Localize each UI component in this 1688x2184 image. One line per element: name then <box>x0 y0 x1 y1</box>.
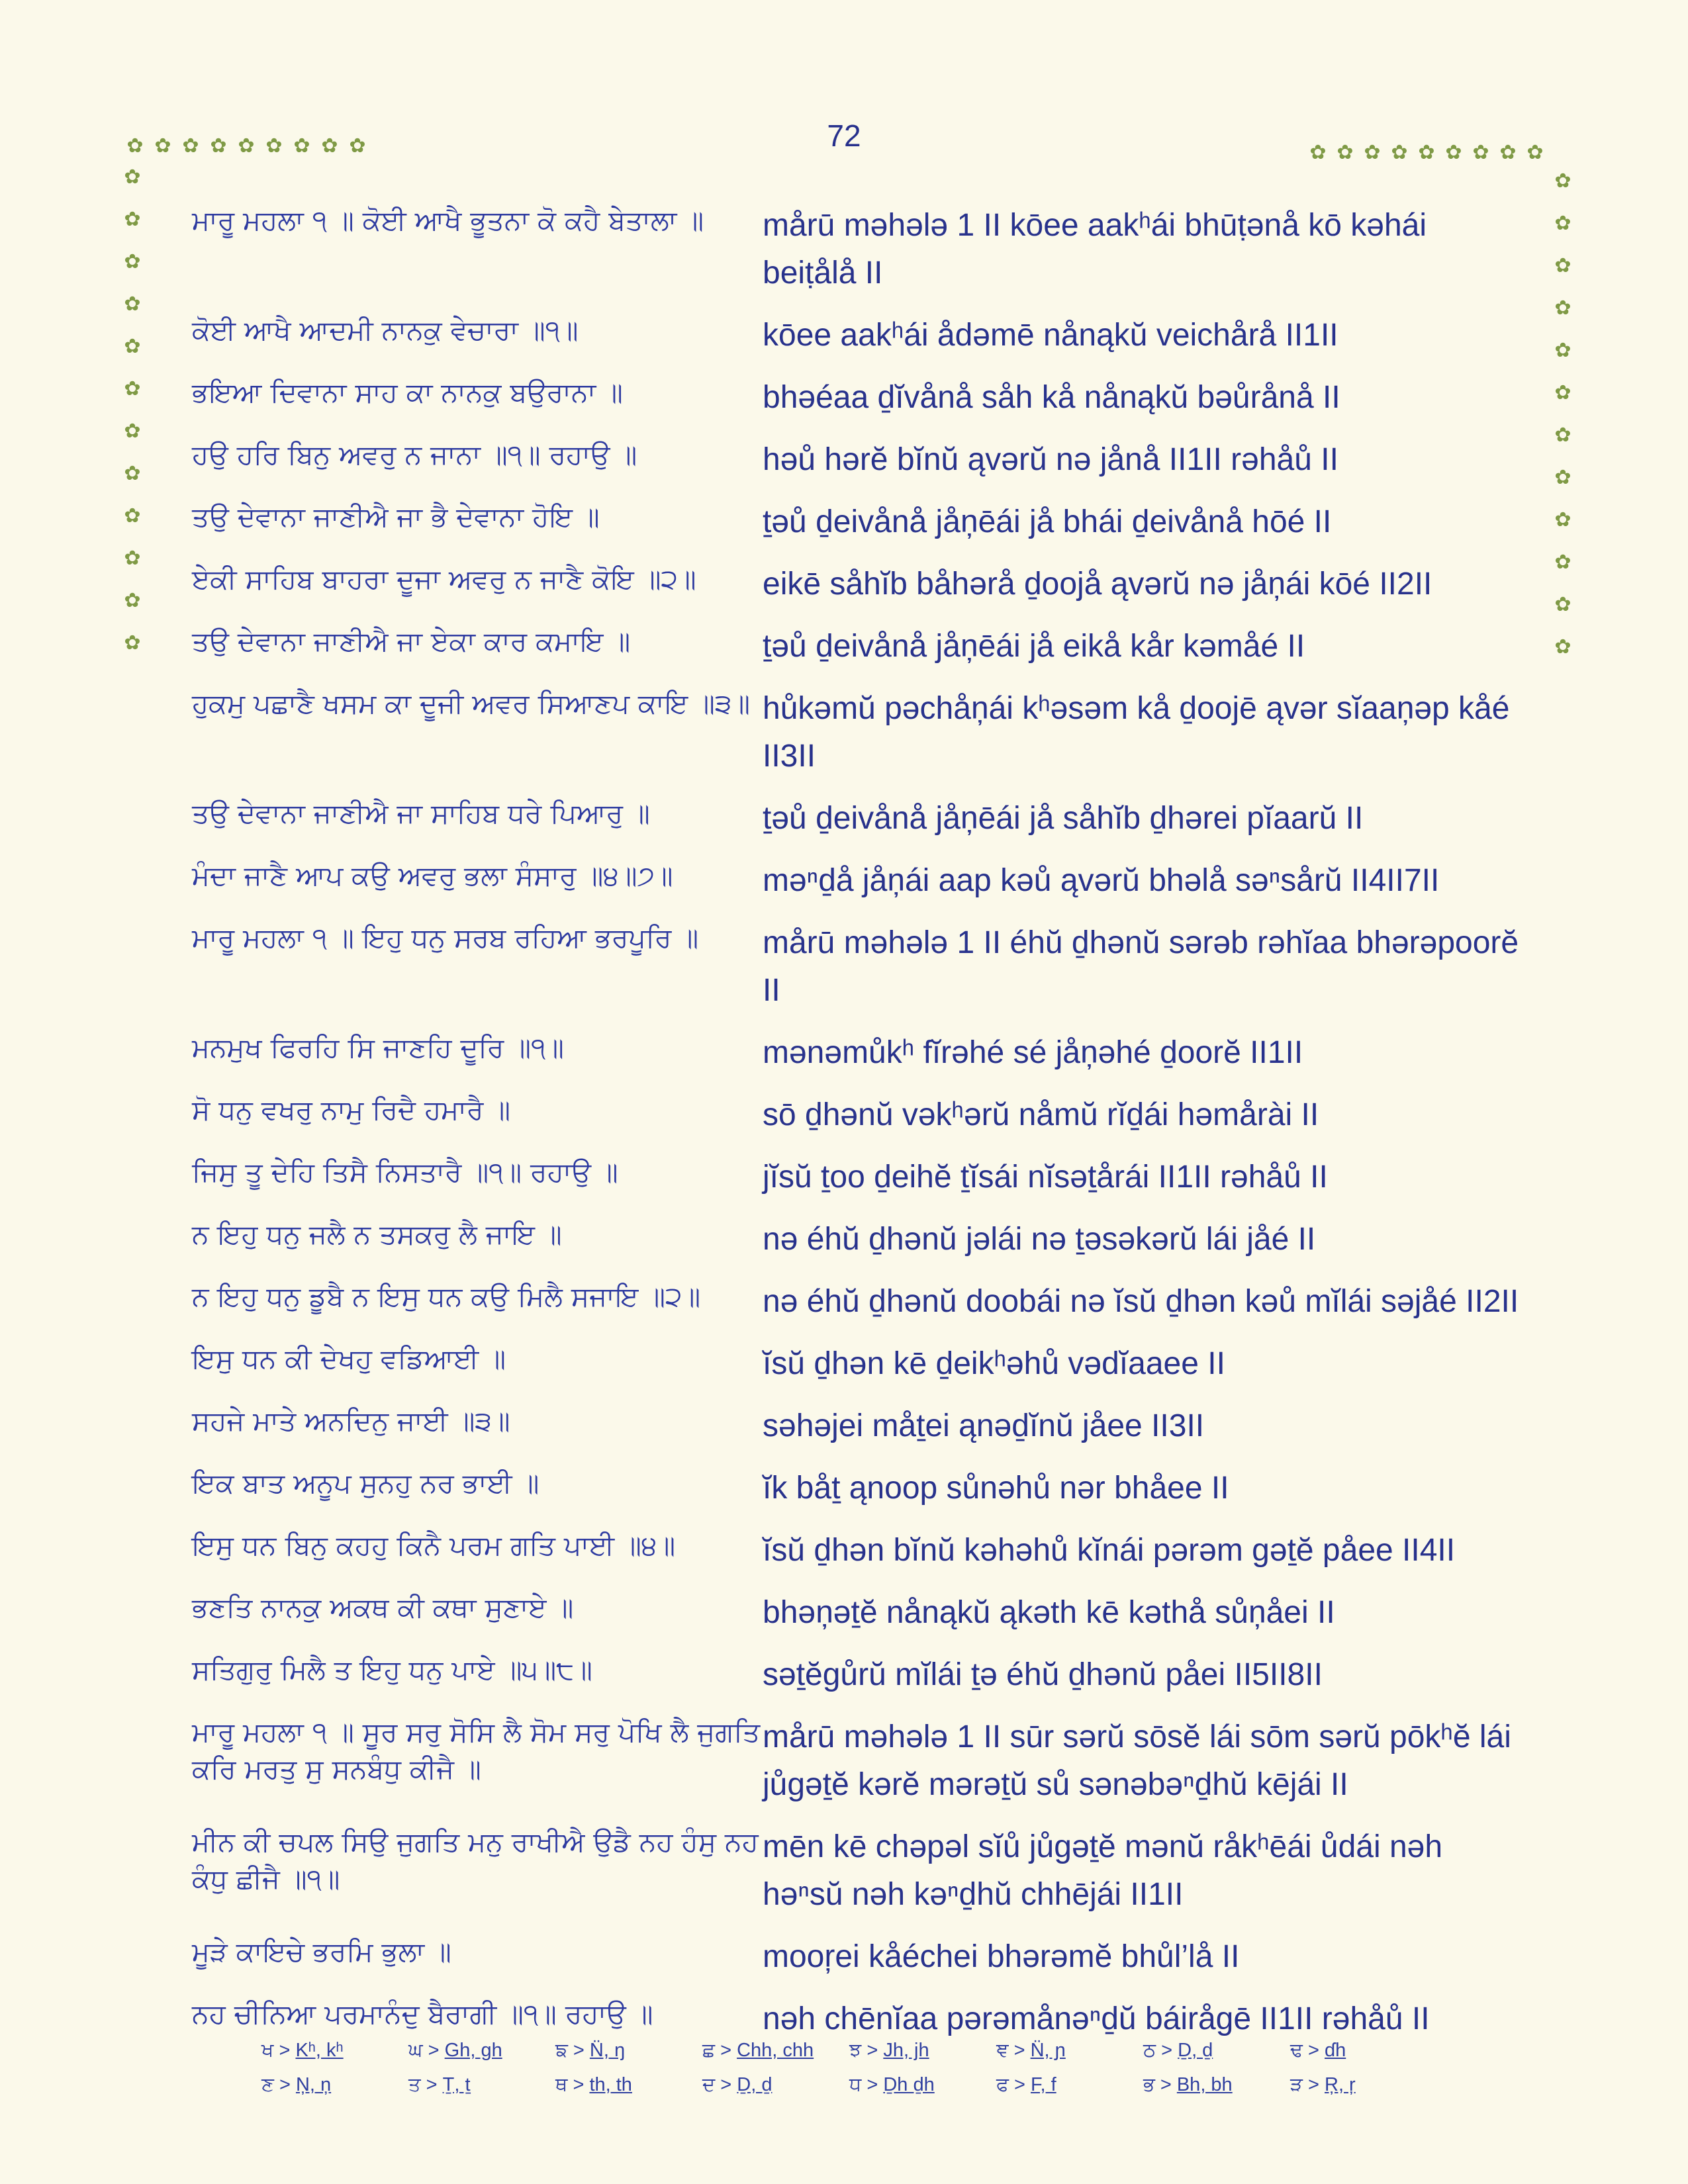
legend-entry <box>702 2038 849 2073</box>
gurmukhi-line: ਜਿਸੁ ਤੂ ਦੇਹਿ ਤਿਸੈ ਨਿਸਤਾਰੈ ॥੧॥ ਰਹਾਉ ॥ <box>192 1156 618 1188</box>
verse-row <box>192 1651 1549 1699</box>
flower-icon: ✿ <box>124 377 141 400</box>
legend-roman: Gh, gh <box>444 2040 502 2061</box>
legend-entry <box>1290 2038 1437 2073</box>
gurmukhi-line: ਮਾਰੂ ਮਹਲਾ ੧ ॥ ਸੂਰ ਸਰੁ ਸੋਸਿ ਲੈ ਸੋਮ ਸਰੁ ਪੋਖਿ ਲੈ ਜੁਗਤਿ ਕਰਿ ਮਰਤੁ ਸੁ ਸਨਬੰਧੁ ਕੀਜੈ ॥ <box>192 1716 761 1785</box>
verse-row <box>192 1154 1549 1201</box>
legend-row <box>261 2038 1453 2073</box>
gurmukhi-line: ਭਣਤਿ ਨਾਨਕੁ ਅਕਥ ਕੀ ਕਥਾ ਸੁਣਾਏ ॥ <box>192 1592 574 1623</box>
legend-glyph: ਭ <box>1143 2073 1155 2095</box>
gurmukhi-line: ਮੂੜੇ ਕਾਇਚੇ ਭਰਮਿ ਭੁਲਾ ॥ <box>192 1936 451 1968</box>
gurmukhi-line: ਮੰਦਾ ਜਾਣੈ ਆਪ ਕਉ ਅਵਰੁ ਭਲਾ ਸੰਸਾਰੁ ॥੪॥੭॥ <box>192 860 673 891</box>
gurmukhi-line: ਸਤਿਗੁਰੁ ਮਿਲੈ ਤ ਇਹੁ ਧਨੁ ਪਾਏ ॥੫॥੮॥ <box>192 1654 592 1686</box>
flower-icon: ✿ <box>1554 466 1571 489</box>
flower-icon: ✿ <box>1554 635 1571 659</box>
legend-arrow: > <box>1013 2040 1025 2061</box>
verse-row <box>192 1933 1549 1981</box>
verse-row <box>192 1527 1549 1574</box>
legend-roman: Ņ, ņ <box>295 2074 332 2095</box>
flower-icon: ✿ <box>1554 169 1571 193</box>
legend-arrow: > <box>1161 2040 1173 2061</box>
legend-roman: Jh, jh <box>883 2040 929 2061</box>
legend-roman: Ŗ, ŗ <box>1325 2074 1356 2095</box>
verse-row <box>192 1340 1549 1388</box>
flower-icon: ✿ <box>124 335 141 358</box>
transliteration-line: məⁿḏå jåņái aap kəů ąvərŭ bhəlå səⁿsårŭ II4II7II <box>763 863 1440 898</box>
flower-icon: ✿ <box>1554 296 1571 320</box>
flower-icon: ✿ <box>1445 141 1462 164</box>
legend-entry <box>408 2038 555 2073</box>
verse-row <box>192 374 1549 422</box>
transliteration-line: nə éhŭ ḏhənŭ doobái nə ĭsŭ ḏhən kəů mĭlái səjåé II2II <box>763 1284 1519 1319</box>
legend-entry <box>261 2073 408 2107</box>
gurmukhi-line: ਤਉ ਦੇਵਾਨਾ ਜਾਣੀਐ ਜਾ ਏਕਾ ਕਾਰ ਕਮਾਇ ॥ <box>192 625 631 657</box>
legend-glyph: ੜ <box>1290 2073 1303 2095</box>
legend-entry <box>555 2038 702 2073</box>
transliteration-line: mēn kē chəpəl sĭů jůgəṯĕ mənŭ råkʰēái ůdái nəh həⁿsŭ nəh kəⁿḏhŭ chhējái II1II <box>763 1829 1443 1912</box>
legend-roman: Chh, chh <box>737 2040 814 2061</box>
legend-arrow: > <box>1014 2074 1025 2095</box>
legend-entry <box>702 2073 849 2107</box>
transliteration-line: mårū məhələ 1 II sūr sərŭ sōsĕ lái sōm sərŭ pōkʰĕ lái jůgəṯĕ kərĕ mərəṯŭ sů sənəbəⁿḏhŭ kējái II <box>763 1719 1511 1802</box>
flower-icon: ✿ <box>154 134 171 158</box>
gurmukhi-line: ਤਉ ਦੇਵਾਨਾ ਜਾਣੀਐ ਜਾ ਭੈ ਦੇਵਾਨਾ ਹੋਇ ॥ <box>192 501 600 533</box>
flower-icon: ✿ <box>124 165 141 189</box>
verse-row <box>192 1278 1549 1326</box>
gurmukhi-line: ਭਇਆ ਦਿਵਾਨਾ ਸਾਹ ਕਾ ਨਾਨਕੁ ਬਉਰਾਨਾ ॥ <box>192 377 623 408</box>
gurmukhi-line: ਕੋਈ ਆਖੈ ਆਦਮੀ ਨਾਨਕੁ ਵੇਚਾਰਾ ॥੧॥ <box>192 314 579 346</box>
legend-glyph: ਤ <box>408 2073 421 2095</box>
legend-entry <box>1290 2073 1437 2107</box>
transliteration-line: ṯəů ḏeivånå jåņēái jå eikå kår kəmåé II <box>763 629 1305 664</box>
gurmukhi-line: ਇਸੁ ਧਨ ਕੀ ਦੇਖਹੁ ਵਡਿਆਈ ॥ <box>192 1343 506 1375</box>
flower-icon: ✿ <box>124 462 141 485</box>
legend-arrow: > <box>867 2074 878 2095</box>
verse-row <box>192 1995 1549 2043</box>
legend-arrow: > <box>573 2074 585 2095</box>
legend-entry <box>261 2038 408 2073</box>
transliteration-line: ĭk båṯ ąnoop sůnəhů nər bhåee II <box>763 1471 1229 1506</box>
legend-glyph: ਙ <box>555 2038 568 2061</box>
verse-row <box>192 919 1549 1015</box>
gurmukhi-line: ਨਹ ਚੀਨਿਆ ਪਰਮਾਨੰਦੁ ਬੈਰਾਗੀ ॥੧॥ ਰਹਾਉ ॥ <box>192 1998 653 2030</box>
verse-row <box>192 436 1549 484</box>
legend-arrow: > <box>1160 2074 1172 2095</box>
flower-icon: ✿ <box>124 631 141 655</box>
flower-icon: ✿ <box>210 134 227 158</box>
gurmukhi-line: ਸੋ ਧਨੁ ਵਖਰੁ ਨਾਮੁ ਰਿਦੈ ਹਮਾਰੈ ॥ <box>192 1094 511 1126</box>
verse-row <box>192 1402 1549 1450</box>
gurmukhi-line: ਹੁਕਮੁ ਪਛਾਣੈ ਖਸਮ ਕਾ ਦੂਜੀ ਅਵਰ ਸਿਆਣਪ ਕਾਇ ॥੩॥ <box>192 688 751 719</box>
transliteration-line: kōee aakʰái ådəmē nånąkŭ veichårå II1II <box>763 318 1338 353</box>
legend-roman: Ḏ, ḏ <box>737 2074 773 2095</box>
gurmukhi-line: ਏਕੀ ਸਾਹਿਬ ਬਾਹਰਾ ਦੂਜਾ ਅਵਰੁ ਨ ਜਾਣੈ ਕੋਇ ॥੨॥ <box>192 563 696 595</box>
flower-icon: ✿ <box>1364 141 1381 164</box>
gurmukhi-line: ਮਾਰੂ ਮਹਲਾ ੧ ॥ ਕੋਈ ਆਖੈ ਭੂਤਨਾ ਕੋ ਕਹੈ ਬੇਤਾਲਾ ॥ <box>192 205 704 236</box>
verse-row <box>192 1029 1549 1077</box>
flower-icon: ✿ <box>1554 381 1571 404</box>
flower-icon: ✿ <box>293 134 310 158</box>
flower-icon: ✿ <box>1472 141 1489 164</box>
flower-icon: ✿ <box>124 250 141 273</box>
transliteration-line: səhəjei måṯei ąnəḏĭnŭ jåee II3II <box>763 1408 1205 1443</box>
legend-arrow: > <box>279 2040 291 2061</box>
transliteration-line: sō ḏhənŭ vəkʰərŭ nåmŭ rĭḏái həmårài II <box>763 1097 1319 1132</box>
legend-arrow: > <box>720 2074 732 2095</box>
gurmukhi-line: ਹਉ ਹਰਿ ਬਿਨੁ ਅਵਰੁ ਨ ਜਾਨਾ ॥੧॥ ਰਹਾਉ ॥ <box>192 439 637 471</box>
transliteration-line: ṯəů ḏeivånå jåņēái jå bhái ḏeivånå hōé II <box>763 504 1332 539</box>
transliteration-line: mənəmůkʰ fĭrəhé sé jåņəhé ḏoorĕ II1II <box>763 1035 1303 1070</box>
flower-icon: ✿ <box>1391 141 1408 164</box>
legend-roman: Ḏh ḏh <box>883 2074 935 2095</box>
transliteration-line: nə éhŭ ḏhənŭ jəlái nə ṯəsəkərŭ lái jåé II <box>763 1222 1316 1257</box>
flower-icon: ✿ <box>1309 141 1327 164</box>
legend-roman: Bh, bh <box>1176 2074 1233 2095</box>
legend-entry <box>1143 2038 1290 2073</box>
flower-icon: ✿ <box>124 293 141 316</box>
gurmukhi-line: ਮਾਰੂ ਮਹਲਾ ੧ ॥ ਇਹੁ ਧਨੁ ਸਰਬ ਰਹਿਆ ਭਰਪੂਰਿ ॥ <box>192 922 699 954</box>
transliteration-line: mårū məhələ 1 II kōee aakʰái bhūṭənå kō kəhái beiṭålå II <box>763 208 1427 291</box>
verse-row <box>192 623 1549 670</box>
verse-row <box>192 685 1549 780</box>
legend-arrow: > <box>1308 2040 1319 2061</box>
legend-roman: Kʰ, kʰ <box>295 2040 344 2061</box>
legend-entry <box>996 2038 1143 2073</box>
legend-glyph: ਖ <box>261 2038 274 2061</box>
flower-icon: ✿ <box>124 208 141 231</box>
flower-icon: ✿ <box>321 134 338 158</box>
legend-glyph: ਠ <box>1143 2038 1156 2061</box>
legend-roman: Ḏ, ḏ <box>1178 2040 1213 2061</box>
transliteration-line: həů hərĕ bĭnŭ ąvərŭ nə jånå II1II rəhåů II <box>763 442 1338 477</box>
flower-icon: ✿ <box>1554 508 1571 531</box>
verse-row <box>192 1091 1549 1139</box>
gurmukhi-line: ਮਨਮੁਖ ਫਿਰਹਿ ਸਿ ਜਾਣਹਿ ਦੂਰਿ ॥੧॥ <box>192 1032 564 1064</box>
flower-icon: ✿ <box>1526 141 1544 164</box>
flower-icon: ✿ <box>1499 141 1517 164</box>
flower-icon: ✿ <box>1418 141 1435 164</box>
legend-roman: ɗh <box>1325 2040 1346 2061</box>
legend-glyph: ਧ <box>849 2073 862 2095</box>
legend-glyph: ਣ <box>261 2073 274 2095</box>
legend-roman: F, f <box>1031 2074 1056 2095</box>
gurmukhi-line: ਮੀਨ ਕੀ ਚਪਲ ਸਿਉ ਜੁਗਤਿ ਮਨੁ ਰਾਖੀਐ ਉਡੈ ਨਹ ਹੰਸੁ ਨਹ ਕੰਧੁ ਛੀਜੈ ॥੧॥ <box>192 1826 759 1895</box>
flower-icon: ✿ <box>124 504 141 527</box>
flower-icon: ✿ <box>238 134 255 158</box>
legend-roman: N̈, ɲ <box>1030 2040 1066 2061</box>
legend-glyph: ਦ <box>702 2073 716 2095</box>
legend-glyph: ਝ <box>849 2038 862 2061</box>
flower-icon: ✿ <box>124 420 141 443</box>
flower-icon: ✿ <box>1554 339 1571 362</box>
transliteration-line: jĭsŭ ṯoo ḏeihĕ ṯĭsái nĭsəṯårái II1II rəhåů II <box>763 1160 1328 1195</box>
legend-arrow: > <box>720 2040 732 2061</box>
legend-glyph: ਘ <box>408 2038 423 2061</box>
flower-icon: ✿ <box>265 134 283 158</box>
transliteration-line: bhəéaa ḏĭvånå såh kå nånąkŭ bəůrånå II <box>763 380 1340 415</box>
legend-glyph: ਥ <box>555 2073 568 2095</box>
legend-arrow: > <box>428 2040 440 2061</box>
verse-row <box>192 1589 1549 1637</box>
flower-icon: ✿ <box>182 134 199 158</box>
verse-row <box>192 1216 1549 1263</box>
legend-entry <box>555 2073 702 2107</box>
verse-row <box>192 1465 1549 1512</box>
verse-row <box>192 857 1549 905</box>
flower-icon: ✿ <box>124 547 141 570</box>
transliteration-line: səṯĕgůrŭ mĭlái ṯə éhŭ ḏhənŭ påei II5II8II <box>763 1657 1323 1692</box>
gurmukhi-line: ਸਹਜੇ ਮਾਤੇ ਅਨਦਿਨੁ ਜਾਈ ॥੩॥ <box>192 1405 510 1437</box>
legend-entry <box>996 2073 1143 2107</box>
transliteration-line: nəh chēnĭaa pərəmånəⁿḏŭ báirågē II1II rəhåů II <box>763 2001 1430 2036</box>
flower-icon: ✿ <box>349 134 366 158</box>
transliteration-line: ĭsŭ ḏhən kē ḏeikʰəhů vədĭaaee II <box>763 1346 1225 1381</box>
legend-arrow: > <box>426 2074 438 2095</box>
verse-row <box>192 1823 1549 1919</box>
flower-icon: ✿ <box>124 589 141 612</box>
verse-row <box>192 202 1549 297</box>
legend-arrow: > <box>279 2074 291 2095</box>
legend-roman: N̈, ŋ <box>589 2040 626 2061</box>
transliteration-line: ṯəů ḏeivånå jåņēái jå såhĭb ḏhərei pĭaarŭ II <box>763 801 1364 836</box>
transliteration-line: mooŗei kåéchei bhərəmĕ bhůl’lå II <box>763 1939 1240 1974</box>
legend-entry <box>849 2038 996 2073</box>
legend-glyph: ਞ <box>996 2038 1009 2061</box>
legend-entry <box>1143 2073 1290 2107</box>
gurmukhi-line: ਇਸੁ ਧਨ ਬਿਨੁ ਕਹਹੁ ਕਿਨੈ ਪਰਮ ਗਤਿ ਪਾਈ ॥੪॥ <box>192 1529 676 1561</box>
flower-icon: ✿ <box>1554 593 1571 616</box>
legend-entry <box>849 2073 996 2107</box>
flower-icon: ✿ <box>1554 212 1571 235</box>
gurmukhi-line: ਇਕ ਬਾਤ ਅਨੂਪ ਸੁਨਹੁ ਨਰ ਭਾਈ ॥ <box>192 1467 539 1499</box>
flower-icon: ✿ <box>1554 254 1571 277</box>
transliteration-line: ĭsŭ ḏhən bĭnŭ kəhəhů kĭnái pərəm gəṯĕ påee II4II <box>763 1533 1456 1568</box>
page-number: 72 <box>827 118 861 153</box>
legend-row <box>261 2073 1453 2107</box>
verse-row <box>192 1713 1549 1809</box>
transliteration-line: eikē såhĭb båhərå ḏoojå ąvərŭ nə jåņái kōé II2II <box>763 567 1432 602</box>
transliteration-line: hůkəmŭ pəchåņái kʰəsəm kå ḏoojē ąvər sĭaaņəp kåé II3II <box>763 691 1510 774</box>
verse-row <box>192 498 1549 546</box>
legend-arrow: > <box>867 2040 878 2061</box>
legend-arrow: > <box>1308 2074 1319 2095</box>
flower-icon: ✿ <box>126 134 144 158</box>
verse-list <box>192 202 1549 2058</box>
flower-icon: ✿ <box>1554 551 1571 574</box>
verse-row <box>192 795 1549 842</box>
flower-icon: ✿ <box>1336 141 1354 164</box>
legend-arrow: > <box>573 2040 585 2061</box>
legend-glyph: ਛ <box>702 2038 716 2061</box>
transliteration-line: mårū məhələ 1 II éhŭ ḏhənŭ sərəb rəhĭaa bhərəpoorĕ II <box>763 925 1519 1008</box>
transliteration-line: bhəņəṯĕ nånąkŭ ąkəth kē kəthå sůņåei II <box>763 1595 1335 1630</box>
legend-entry <box>408 2073 555 2107</box>
gurmukhi-line: ਨ ਇਹੁ ਧਨੁ ਜਲੈ ਨ ਤਸਕਰੁ ਲੈ ਜਾਇ ॥ <box>192 1218 562 1250</box>
verse-row <box>192 312 1549 359</box>
legend-roman: th, th <box>589 2074 632 2095</box>
transliteration-legend <box>261 2038 1453 2107</box>
gurmukhi-line: ਤਉ ਦੇਵਾਨਾ ਜਾਣੀਐ ਜਾ ਸਾਹਿਬ ਧਰੇ ਪਿਆਰੁ ॥ <box>192 797 650 829</box>
legend-glyph: ਫ <box>996 2073 1009 2095</box>
verse-row <box>192 561 1549 608</box>
legend-glyph: ਢ <box>1290 2038 1303 2061</box>
gurmukhi-line: ਨ ਇਹੁ ਧਨੁ ਡੂਬੈ ਨ ਇਸੁ ਧਨ ਕਉ ਮਿਲੈ ਸਜਾਇ ॥੨॥ <box>192 1281 701 1312</box>
legend-roman: Ṯ, ṯ <box>442 2074 471 2095</box>
flower-icon: ✿ <box>1554 424 1571 447</box>
